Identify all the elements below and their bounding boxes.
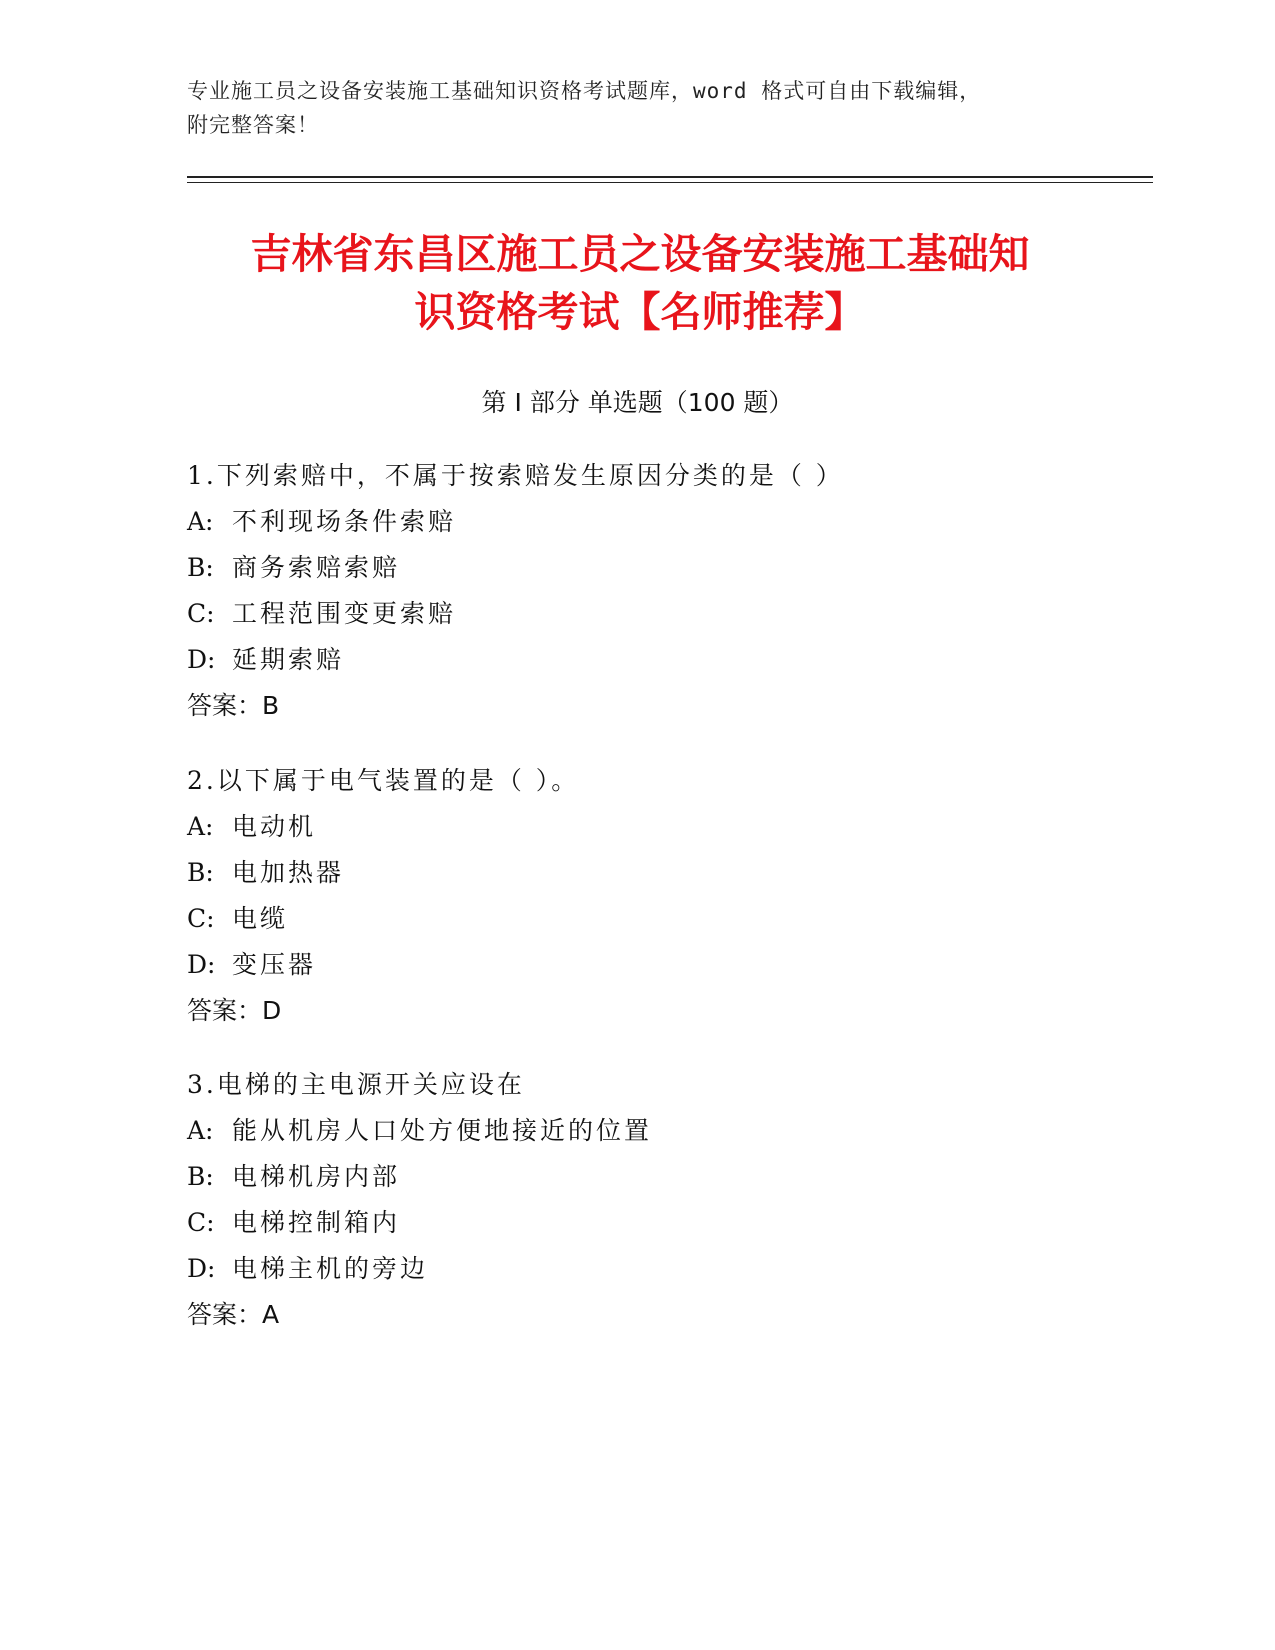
question-2 — [187, 758, 1147, 1034]
document-title-line-1: 吉林省东昌区施工员之设备安装施工基础知 — [250, 230, 1030, 278]
option-b — [187, 1154, 1147, 1200]
option-d — [187, 637, 1147, 683]
option-text: 能从机房人口处方便地接近的位置 — [232, 1116, 653, 1145]
option-letter: C: — [187, 904, 215, 933]
option-letter: B: — [187, 858, 214, 887]
option-letter: C: — [187, 599, 215, 628]
question-stem: 1.下列索赔中，不属于按索赔发生原因分类的是（ ） — [187, 461, 844, 490]
answer-label: 答案： — [187, 996, 263, 1025]
answer-label: 答案： — [187, 1300, 263, 1329]
question-1 — [187, 453, 1147, 729]
document-title — [160, 225, 1120, 341]
option-letter: C: — [187, 1208, 215, 1237]
header-divider-thin — [187, 182, 1153, 183]
option-letter: D: — [187, 950, 216, 979]
header-note-line-2: 附完整答案！ — [187, 113, 319, 137]
option-b — [187, 545, 1147, 591]
option-c — [187, 1200, 1147, 1246]
option-b — [187, 850, 1147, 896]
answer-line — [187, 988, 1147, 1034]
option-text: 电动机 — [232, 812, 317, 841]
question-3 — [187, 1062, 1147, 1338]
option-text: 电加热器 — [232, 858, 345, 887]
option-letter: A: — [187, 812, 214, 841]
option-a — [187, 499, 1147, 545]
section-heading: 第 I 部分 单选题（100 题） — [481, 388, 794, 417]
option-letter: D: — [187, 1254, 216, 1283]
option-c — [187, 896, 1147, 942]
option-d — [187, 942, 1147, 988]
option-text: 不利现场条件索赔 — [232, 507, 457, 536]
option-letter: B: — [187, 553, 214, 582]
option-text: 电缆 — [232, 904, 289, 933]
option-text: 电梯控制箱内 — [232, 1208, 401, 1237]
answer-value: D — [262, 996, 282, 1025]
option-text: 电梯机房内部 — [232, 1162, 401, 1191]
option-text: 变压器 — [232, 950, 317, 979]
option-text: 商务索赔索赔 — [232, 553, 401, 582]
option-a — [187, 1108, 1147, 1154]
answer-line — [187, 683, 1147, 729]
option-d — [187, 1246, 1147, 1292]
header-note-line-1: 专业施工员之设备安装施工基础知识资格考试题库，word 格式可自由下载编辑， — [187, 79, 982, 103]
question-stem: 3.电梯的主电源开关应设在 — [187, 1070, 525, 1099]
option-text: 延期索赔 — [232, 645, 345, 674]
header-divider-thick — [187, 176, 1153, 178]
option-c — [187, 591, 1147, 637]
answer-value: B — [262, 691, 280, 720]
answer-value: A — [262, 1300, 280, 1329]
answer-label: 答案： — [187, 691, 263, 720]
option-letter: B: — [187, 1162, 214, 1191]
document-title-line-2: 识资格考试【名师推荐】 — [414, 288, 866, 336]
option-letter: D: — [187, 645, 216, 674]
option-a — [187, 804, 1147, 850]
option-text: 电梯主机的旁边 — [232, 1254, 429, 1283]
header-note — [187, 74, 1067, 142]
option-letter: A: — [187, 1116, 214, 1145]
question-stem: 2.以下属于电气装置的是（ ）。 — [187, 766, 580, 795]
answer-line — [187, 1292, 1147, 1338]
option-text: 工程范围变更索赔 — [232, 599, 457, 628]
option-letter: A: — [187, 507, 214, 536]
